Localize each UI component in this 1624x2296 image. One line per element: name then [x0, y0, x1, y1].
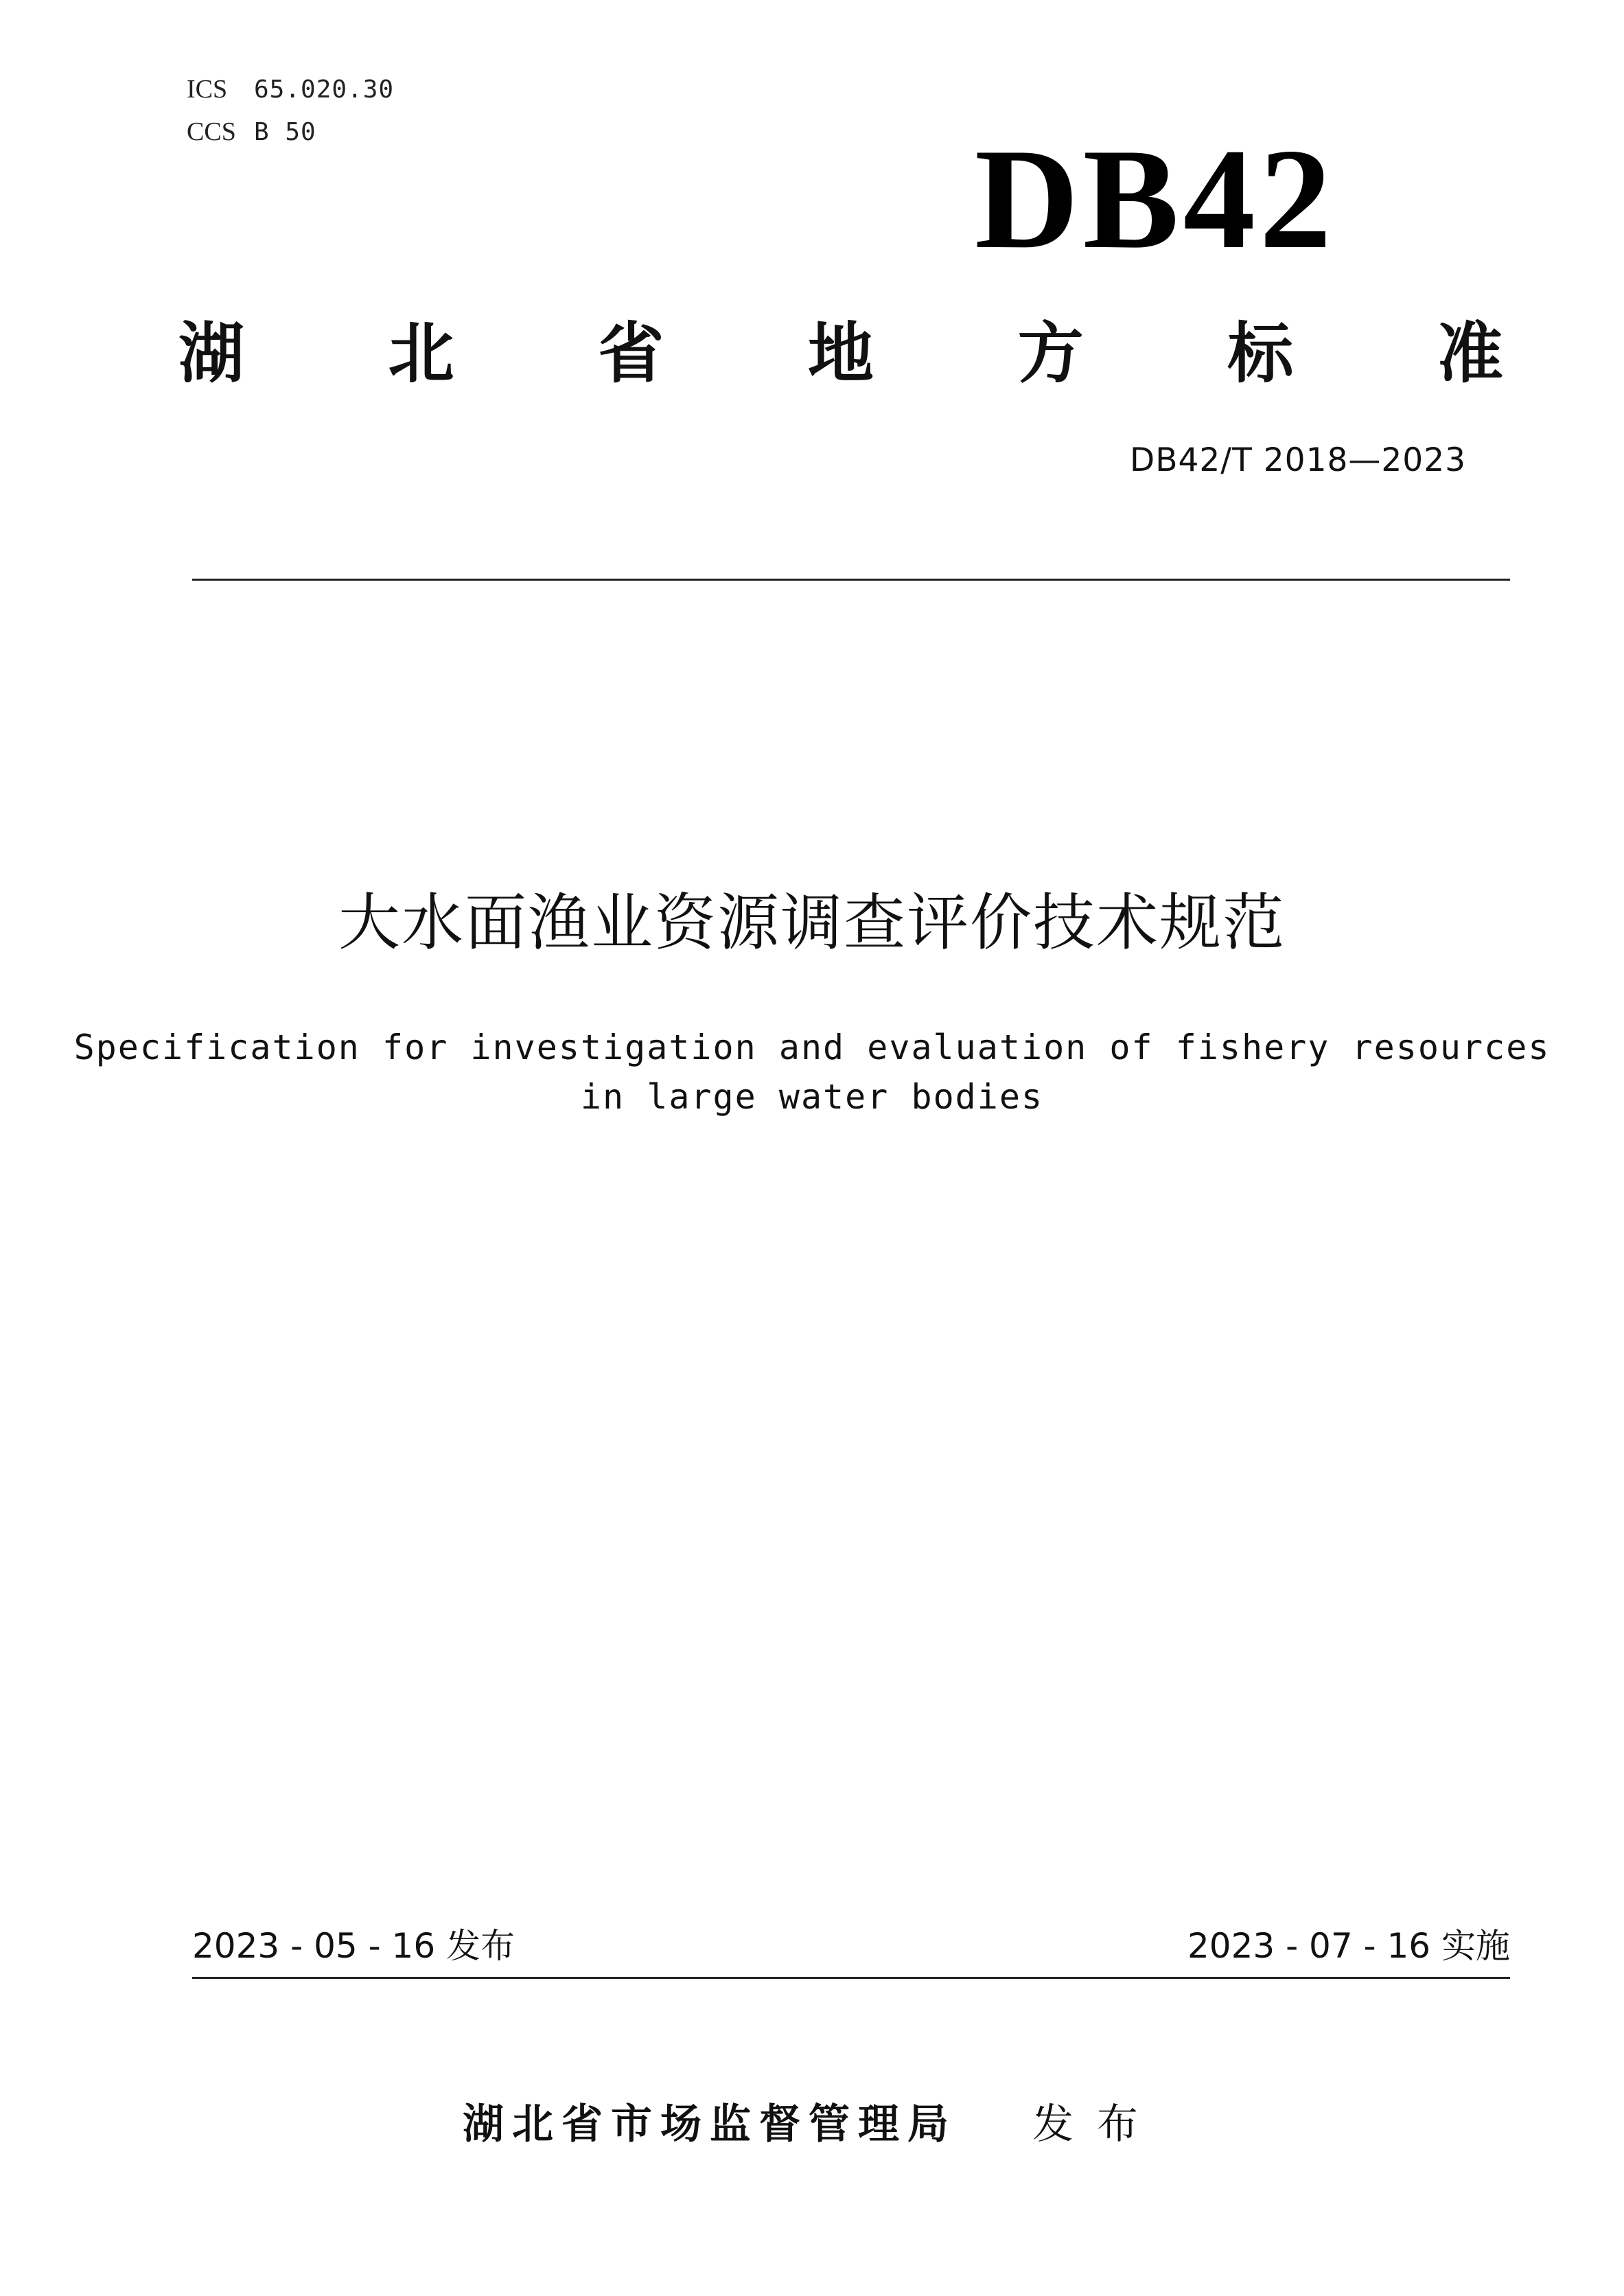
implementation-date: 2023 - 07 - 16 实施 — [1187, 1926, 1510, 1966]
document-title-en-line2: in large water bodies — [580, 1077, 1044, 1117]
standard-type-char: 省 — [598, 315, 664, 392]
publisher-line — [0, 2087, 1624, 2155]
ics-value: 65.020.30 — [254, 76, 395, 104]
publisher-organization: 湖北省市场监督管理局 — [463, 2100, 957, 2148]
standard-type-char: 湖 — [178, 315, 244, 392]
header-divider — [192, 579, 1510, 581]
standard-type-char: 准 — [1437, 315, 1503, 392]
standard-type-char: 北 — [388, 315, 454, 392]
ccs-classification — [187, 117, 316, 158]
standard-number: DB42/T 2018—2023 — [1130, 441, 1466, 479]
standard-type-heading — [178, 309, 1503, 398]
standard-type-char: 标 — [1227, 315, 1294, 392]
standard-type-char: 方 — [1017, 315, 1084, 392]
issue-date: 2023 - 05 - 16 发布 — [192, 1926, 515, 1966]
standard-type-char: 地 — [807, 315, 874, 392]
standard-mark: DB42 — [975, 119, 1336, 279]
ccs-value: B 50 — [254, 118, 316, 146]
ics-classification — [187, 74, 394, 115]
document-title-en-line1: Specification for investigation and evaluation of fishery resources — [73, 1028, 1551, 1067]
footer-divider — [192, 1977, 1510, 1979]
ics-label: ICS — [187, 75, 228, 104]
ccs-label: CCS — [187, 117, 236, 146]
document-title-zh: 大水面渔业资源调查评价技术规范 — [338, 887, 1286, 959]
publisher-action: 发布 — [1032, 2100, 1161, 2148]
